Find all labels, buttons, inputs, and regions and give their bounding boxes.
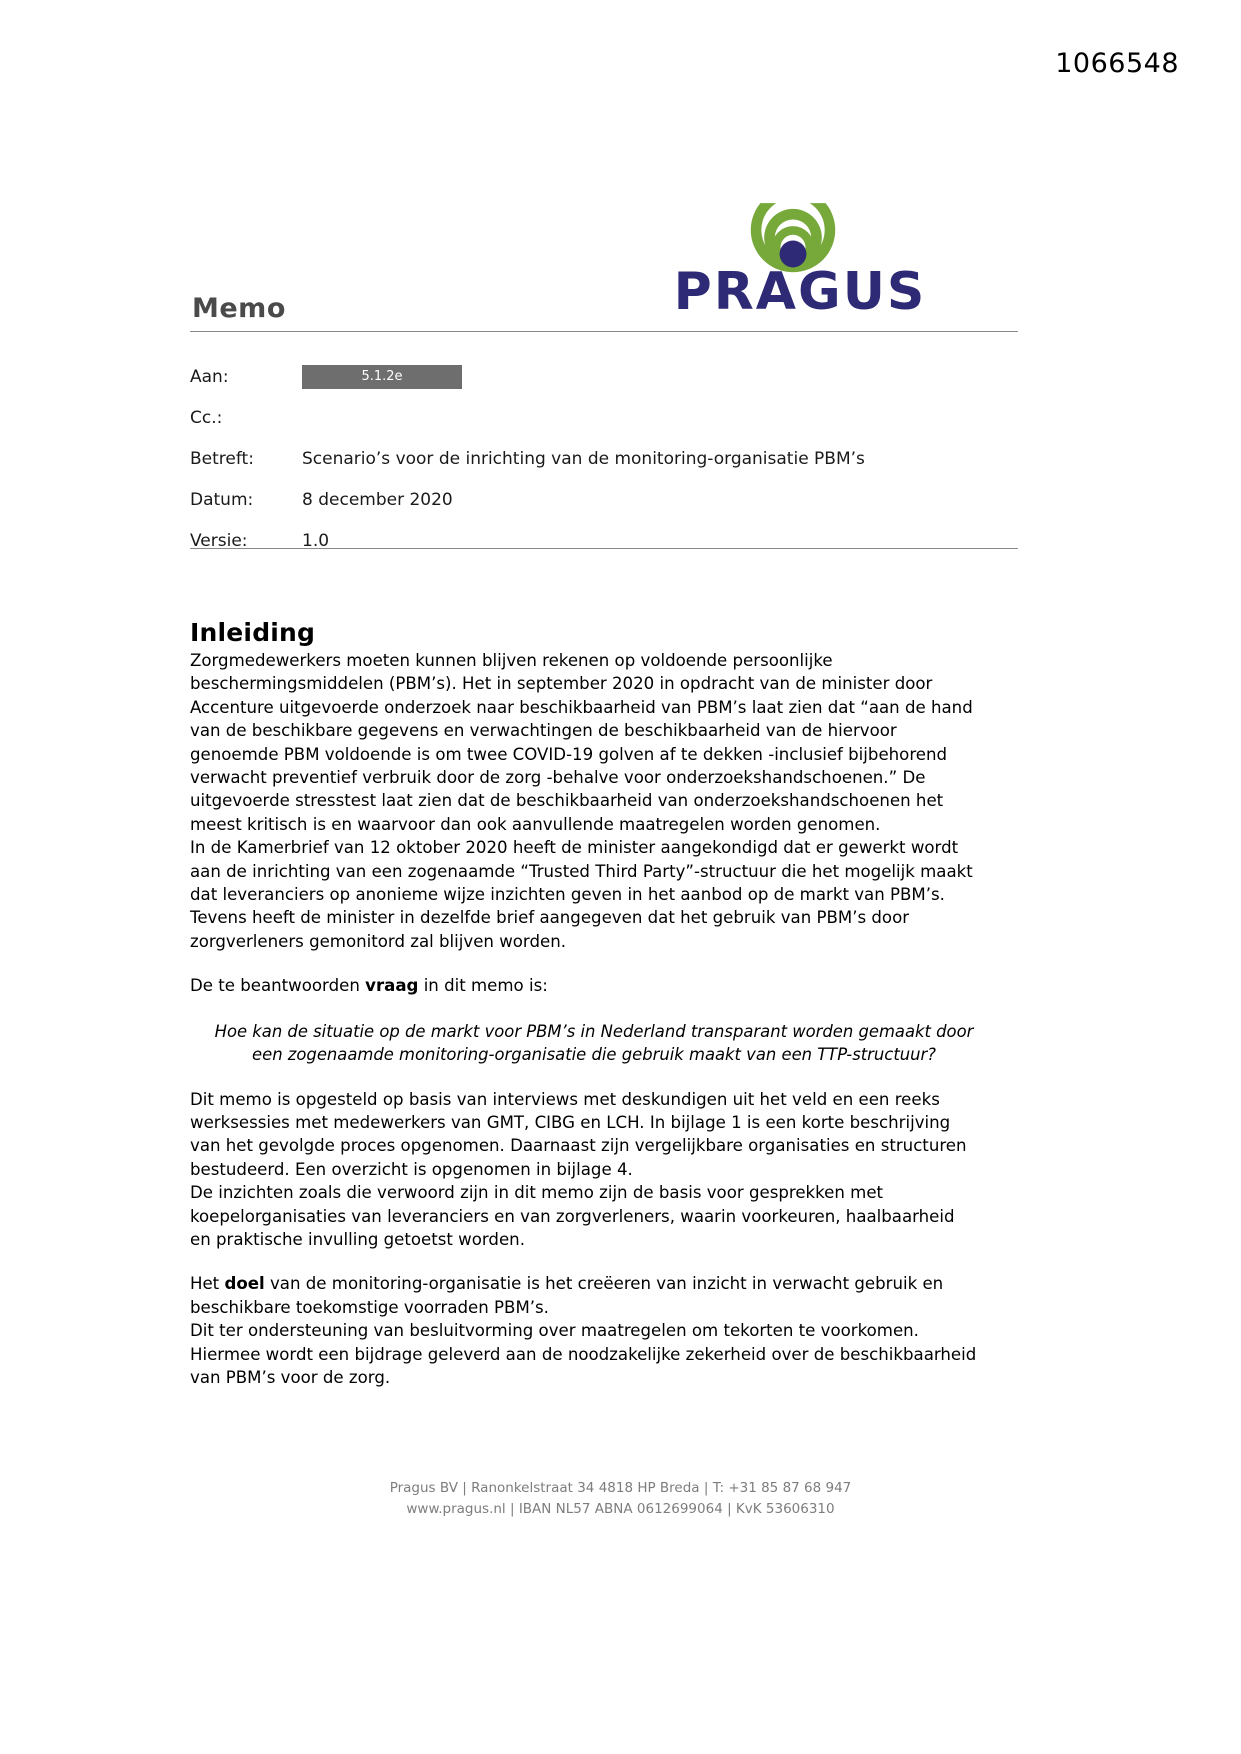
footer-line-banking: www.pragus.nl | IBAN NL57 ABNA 0612699064 | KvK 53606310 [406, 1501, 835, 1517]
meta-label-versie: Versie: [190, 531, 248, 551]
meta-value-datum: 8 december 2020 [302, 490, 453, 510]
research-question-line-2: een zogenaamde monitoring-organisatie die gebruik maakt van een TTP-structuur? [252, 1045, 936, 1065]
pragus-wordmark: PRAGUS [673, 262, 927, 322]
meta-value-aan [302, 365, 462, 390]
meta-row-datum [190, 481, 1020, 519]
meta-row-versie [190, 522, 1020, 560]
paragraph-insights: De inzichten zoals die verwoord zijn in dit memo zijn de basis voor gesprekken met koepelorganisaties van leveranciers en van zorgverleners, waarin voorkeuren, haalbaarheid en praktische invulling getoetst worden. [190, 1183, 955, 1249]
memo-body [190, 618, 980, 1389]
footer-line-address: Pragus BV | Ranonkelstraat 34 4818 HP Breda | T: +31 85 87 68 947 [389, 1480, 852, 1496]
paragraph-goal [190, 1272, 980, 1319]
meta-value-betreft: Scenario’s voor de inrichting van de monitoring-organisatie PBM’s [302, 449, 865, 469]
meta-label-cc: Cc.: [190, 408, 223, 428]
meta-label-betreft: Betreft: [190, 449, 254, 469]
paragraph-support: Dit ter ondersteuning van besluitvorming over maatregelen om tekorten te voorkomen. Hiermee wordt een bijdrage geleverd aan de noodzakelijke zekerheid over de beschikbaarheid van PBM’s voor de zorg. [190, 1321, 977, 1387]
meta-label-datum: Datum: [190, 490, 254, 510]
research-question [190, 1020, 980, 1067]
redaction-box-aan: 5.1.2e [302, 365, 462, 390]
paragraph-intro-1: Zorgmedewerkers moeten kunnen blijven rekenen op voldoende persoonlijke beschermingsmiddelen (PBM’s). Het in september 2020 in opdracht van de minister door Accenture uitgevoerde onderzoek naar beschikbaarheid van PBM’s laat zien dat “aan de hand van de beschikbare gegevens en verwachtingen de beschikbaarheid van de hiervoor genoemde PBM voldoende is om twee COVID-19 golven af te dekken -inclusief bijbehorend verwacht preventief verbruik door de zorg -behalve voor onderzoekshandschoenen.” De uitgevoerde stresstest laat zien dat de beschikbaarheid van onderzoekshandschoenen het meest kritisch is en waarvoor dan ook aanvullende maatregelen worden genomen. [190, 651, 973, 834]
page-footer [0, 1478, 1241, 1520]
meta-label-aan: Aan: [190, 367, 229, 387]
goal-after: van de monitoring-organisatie is het creëeren van inzicht in verwacht gebruik en beschikbare toekomstige voorraden PBM’s. [190, 1274, 944, 1317]
paragraph-intro-2: In de Kamerbrief van 12 oktober 2020 heeft de minister aangekondigd dat er gewerkt wordt aan de inrichting van een zogenaamde “Trusted Third Party”-structuur die het mogelijk maakt dat leveranciers op anonieme wijze inzichten geven in het aanbod op de markt van PBM’s. Tevens heeft de minister in dezelfde brief aangegeven dat het gebruik van PBM’s door zorgverleners gemonitord zal blijven worden. [190, 838, 973, 951]
meta-row-betreft [190, 440, 1020, 478]
memo-title: Memo [192, 293, 286, 324]
lead-in-before: De te beantwoorden [190, 976, 366, 996]
meta-row-aan [190, 358, 1020, 396]
pragus-logo [650, 182, 950, 322]
memo-metadata [190, 358, 1020, 563]
section-heading-inleiding: Inleiding [190, 618, 316, 647]
document-id-number: 1066548 [1055, 48, 1179, 79]
paragraph-method: Dit memo is opgesteld op basis van interviews met deskundigen uit het veld en een reeks werksessies met medewerkers van GMT, CIBG en LCH. In bijlage 1 is een korte beschrijving van het gevolgde proces opgenomen. Daarnaast zijn vergelijkbare organisaties en structuren bestudeerd. Een overzicht is opgenomen in bijlage 4. [190, 1089, 967, 1179]
goal-before: Het [190, 1274, 225, 1294]
goal-bold-doel: doel [224, 1274, 265, 1294]
lead-in-after: in dit memo is: [418, 976, 548, 996]
meta-value-versie: 1.0 [302, 531, 330, 551]
paragraph-question-lead-in [190, 974, 980, 997]
memo-header-divider [190, 331, 1018, 332]
research-question-line-1: Hoe kan de situatie op de markt voor PBM’s in Nederland transparant worden gemaakt door [214, 1021, 974, 1041]
lead-in-bold-vraag: vraag [365, 976, 419, 996]
meta-row-cc [190, 399, 1020, 437]
